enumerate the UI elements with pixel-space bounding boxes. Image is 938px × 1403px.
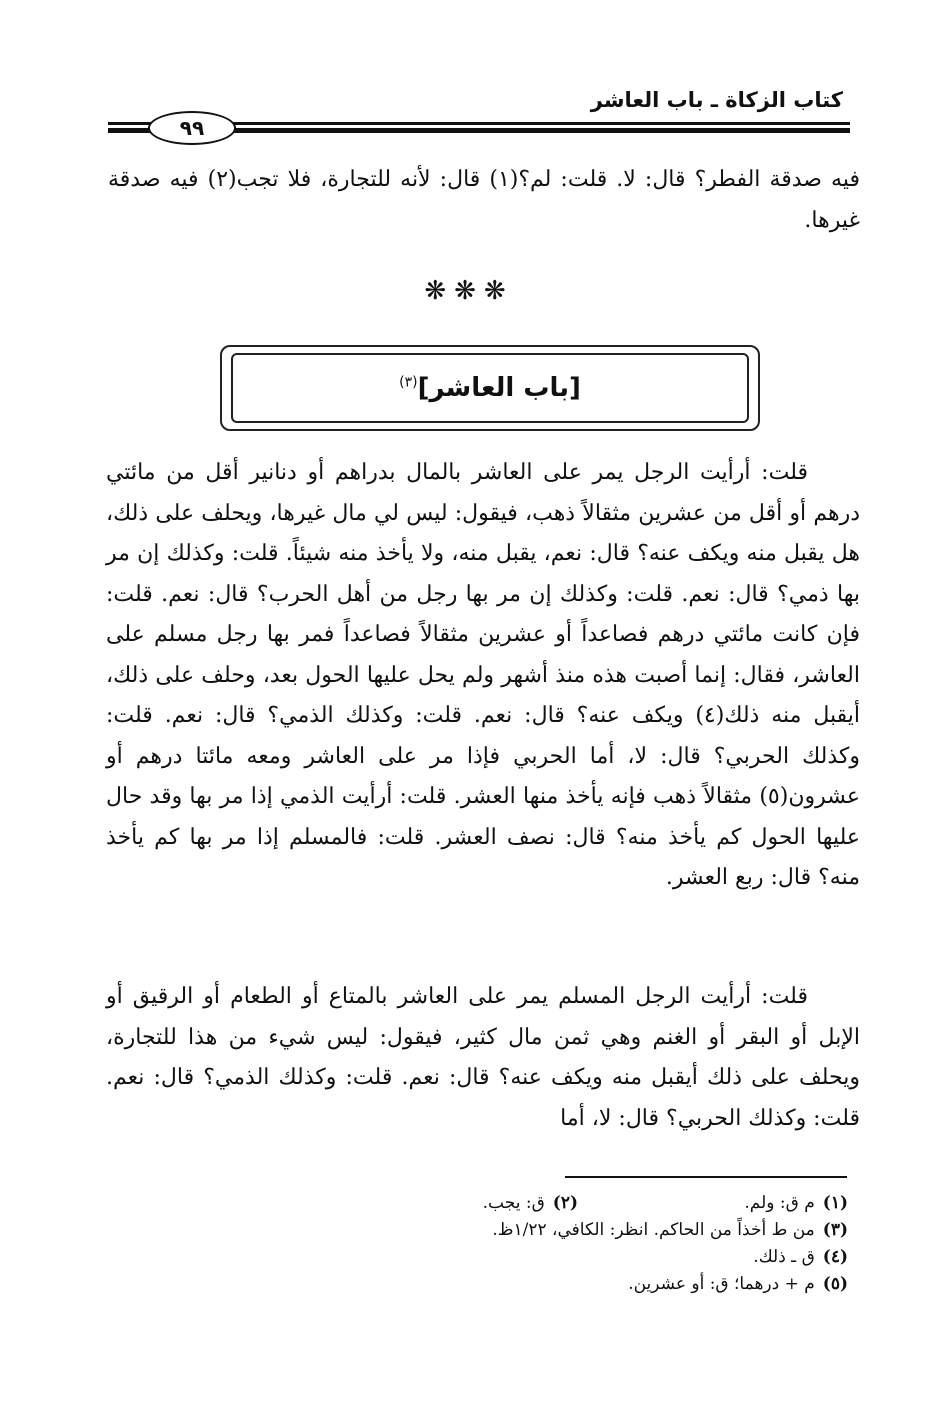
section-heading (220, 345, 760, 431)
footnote-number: (١) (822, 1193, 848, 1213)
footnote-number: (٥) (822, 1274, 848, 1294)
body-paragraph (106, 977, 860, 1139)
section-heading-ref: (٣) (399, 374, 418, 391)
footnote-item (308, 1190, 578, 1217)
continuation-text: فيه صدقة الفطر؟ قال: لا. قلت: لم؟(١) قال: لأنه للتجارة، فلا تجب(٢) فيه صدقة غيرها. (108, 167, 860, 233)
footnote-text: م + درهما؛ ق: أو عشرين. (628, 1274, 815, 1294)
footnote-row (108, 1217, 848, 1244)
body-paragraph-text: قلت: أرأيت الرجل المسلم يمر على العاشر بالمتاع أو الطعام أو الرقيق أو الإبل أو البقر أو الغنم وهي ثمن مال كثير، فيقول: ليس شيء من هذا للتجارة، ويحلف على ذلك أيقبل منه ويكف عنه؟ قال: نعم. قلت: وكذلك الذمي؟ قال: نعم. قلت: وكذلك الحربي؟ قال: لا، أما (106, 984, 860, 1131)
footnote-number: (٤) (822, 1247, 848, 1267)
footnote-row (108, 1190, 848, 1217)
footnote-row (108, 1271, 848, 1298)
running-title: كتاب الزكاة ـ باب العاشر (590, 88, 843, 112)
footnote-text: م ق: ولم. (744, 1193, 815, 1213)
body-paragraph (106, 453, 860, 899)
footnote-text: ق ـ ذلك. (753, 1247, 815, 1267)
footnotes (108, 1190, 848, 1298)
footnote-text: ق: يجب. (482, 1193, 545, 1213)
footnote-number: (٢) (552, 1193, 578, 1213)
section-ornament: ❋❋❋ (424, 276, 514, 306)
footnote-text: من ط أخذاً من الحاكم. انظر: الكافي، ١/٢٢ظ. (492, 1220, 815, 1240)
body-paragraph-text: قلت: أرأيت الرجل يمر على العاشر بالمال بدراهم أو دنانير أقل من مائتي درهم أو أقل من عشرين مثقالاً ذهب، فيقول: ليس لي مال غيرها، ويحلف على ذلك، هل يقبل منه ويكف عنه؟ قال: نعم، يقبل منه، ولا يأخذ منه شيئاً. قلت: وكذلك إن مر بها ذمي؟ قال: نعم. قلت: وكذلك إن مر بها رجل من أهل الحرب؟ قال: نعم. قلت: فإن كانت مائتي درهم فصاعداً أو عشرين مثقالاً فصاعداً فمر بها رجل مسلم على العاشر، فقال: إنما أصبت هذه منذ أشهر ولم يحل عليها الحول بعد، وحلف على ذلك، أيقبل منه ذلك(٤) ويكف عنه؟ قال: نعم. قلت: وكذلك الذمي؟ قال: نعم. قلت: وكذلك الحربي؟ قال: لا، أما الحربي فإذا مر على العاشر ومعه مائتا درهم أو عشرون(٥) مثقالاً ذهب فإنه يأخذ منها العشر. قلت: أرأيت الذمي إذا مر بها وقد حال عليها الحول كم يأخذ منه؟ قال: نصف العشر. قلت: فالمسلم إذا مر بها كم يأخذ منه؟ قال: ربع العشر. (106, 460, 860, 890)
footnote-row (108, 1244, 848, 1271)
page-number: ٩٩ (148, 111, 236, 145)
continuation-paragraph (108, 160, 860, 241)
footnote-item (578, 1190, 848, 1217)
footnote-number: (٣) (822, 1220, 848, 1240)
section-heading-title: [باب العاشر] (417, 373, 581, 403)
footnote-rule (565, 1176, 847, 1178)
